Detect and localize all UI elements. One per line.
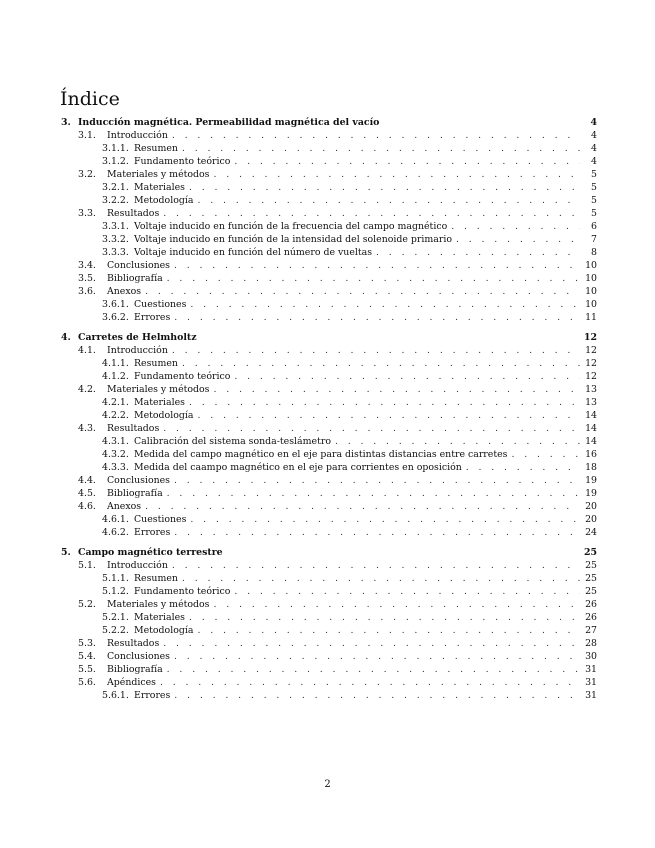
entry-page: 27: [585, 625, 597, 636]
toc-subsection[interactable]: [61, 143, 597, 156]
toc-subsection[interactable]: [61, 690, 597, 703]
table-of-contents: [61, 117, 597, 703]
toc-heading: Índice: [60, 88, 120, 110]
dot-leader: [197, 195, 580, 206]
entry-page: 25: [585, 573, 597, 584]
dot-leader: [451, 221, 580, 232]
entry-page: 12: [585, 358, 597, 369]
entry-number: 3.6.: [78, 286, 96, 297]
entry-page: 5: [591, 182, 597, 193]
toc-subsection[interactable]: [61, 358, 597, 371]
entry-number: 5.5.: [78, 664, 96, 675]
toc-subsection[interactable]: [61, 312, 597, 325]
dot-leader: [174, 651, 580, 662]
toc-subsection[interactable]: [61, 247, 597, 260]
chapter-title: Campo magnético terrestre: [78, 547, 223, 558]
entry-title: Medida del caampo magnético en el eje para corrientes en oposición: [134, 462, 462, 473]
entry-page: 4: [591, 130, 597, 141]
entry-page: 25: [585, 560, 597, 571]
entry-number: 3.5.: [78, 273, 96, 284]
dot-leader: [335, 436, 580, 447]
entry-title: Introducción: [107, 560, 168, 571]
toc-section[interactable]: [61, 560, 597, 573]
entry-title: Resultados: [107, 423, 160, 434]
entry-number: 5.2.1.: [102, 612, 129, 623]
toc-subsection[interactable]: [61, 234, 597, 247]
dot-leader: [172, 345, 580, 356]
toc-section[interactable]: [61, 599, 597, 612]
entry-number: 4.6.2.: [102, 527, 129, 538]
entry-title: Bibliografía: [107, 273, 163, 284]
entry-title: Resumen: [134, 358, 178, 369]
toc-subsection[interactable]: [61, 612, 597, 625]
entry-page: 6: [591, 221, 597, 232]
entry-page: 28: [585, 638, 597, 649]
entry-page: 5: [591, 195, 597, 206]
entry-number: 4.1.1.: [102, 358, 129, 369]
entry-page: 12: [585, 371, 597, 382]
entry-number: 5.3.: [78, 638, 96, 649]
entry-title: Cuestiones: [134, 299, 187, 310]
entry-page: 7: [591, 234, 597, 245]
entry-number: 5.6.1.: [102, 690, 129, 701]
toc-subsection[interactable]: [61, 527, 597, 540]
entry-page: 19: [585, 475, 597, 486]
entry-number: 3.2.1.: [102, 182, 129, 193]
toc-subsection[interactable]: [61, 156, 597, 169]
toc-subsection[interactable]: [61, 371, 597, 384]
toc-subsection[interactable]: [61, 573, 597, 586]
entry-title: Materiales: [134, 612, 185, 623]
entry-number: 4.2.2.: [102, 410, 129, 421]
entry-number: 4.5.: [78, 488, 96, 499]
entry-number: 3.2.: [78, 169, 96, 180]
chapter-page: 4: [590, 117, 597, 128]
toc-section[interactable]: [61, 345, 597, 358]
toc-chapter[interactable]: [61, 117, 597, 130]
entry-page: 5: [591, 169, 597, 180]
entry-title: Resultados: [107, 208, 160, 219]
entry-page: 13: [585, 384, 597, 395]
entry-title: Materiales: [134, 182, 185, 193]
entry-page: 14: [585, 436, 597, 447]
toc-subsection[interactable]: [61, 436, 597, 449]
dot-leader: [174, 260, 580, 271]
entry-number: 3.1.2.: [102, 156, 129, 167]
entry-number: 3.4.: [78, 260, 96, 271]
chapter-number: 5.: [61, 547, 71, 558]
entry-number: 3.1.1.: [102, 143, 129, 154]
dot-leader: [466, 462, 580, 473]
entry-number: 4.3.1.: [102, 436, 129, 447]
dot-leader: [163, 208, 580, 219]
entry-page: 10: [585, 299, 597, 310]
toc-section[interactable]: [61, 130, 597, 143]
dot-leader: [172, 560, 580, 571]
entry-title: Metodología: [134, 625, 194, 636]
toc-section[interactable]: [61, 664, 597, 677]
entry-title: Metodología: [134, 195, 194, 206]
entry-number: 5.6.: [78, 677, 96, 688]
entry-page: 11: [585, 312, 597, 323]
dot-leader: [456, 234, 580, 245]
toc-section[interactable]: [61, 475, 597, 488]
entry-number: 4.6.1.: [102, 514, 129, 525]
entry-number: 4.2.: [78, 384, 96, 395]
entry-title: Fundamento teórico: [134, 371, 231, 382]
toc-section[interactable]: [61, 273, 597, 286]
entry-title: Bibliografía: [107, 488, 163, 499]
entry-page: 19: [585, 488, 597, 499]
entry-title: Anexos: [107, 501, 142, 512]
dot-leader: [174, 690, 580, 701]
toc-section[interactable]: [61, 677, 597, 690]
chapter-gap: [61, 540, 597, 547]
entry-page: 5: [591, 208, 597, 219]
chapter-gap: [61, 325, 597, 332]
toc-subsection[interactable]: [61, 449, 597, 462]
entry-page: 10: [585, 273, 597, 284]
chapter-page: 25: [583, 547, 597, 558]
dot-leader: [189, 397, 580, 408]
toc-subsection[interactable]: [61, 514, 597, 527]
entry-number: 4.3.2.: [102, 449, 129, 460]
toc-subsection[interactable]: [61, 221, 597, 234]
chapter-number: 4.: [61, 332, 71, 343]
dot-leader: [234, 156, 580, 167]
entry-title: Conclusiones: [107, 260, 170, 271]
dot-leader: [163, 423, 580, 434]
dot-leader: [174, 527, 580, 538]
dot-leader: [197, 625, 580, 636]
toc-subsection[interactable]: [61, 410, 597, 423]
toc-subsection[interactable]: [61, 586, 597, 599]
toc-section[interactable]: [61, 208, 597, 221]
entry-page: 26: [585, 599, 597, 610]
entry-number: 4.2.1.: [102, 397, 129, 408]
entry-page: 13: [585, 397, 597, 408]
entry-number: 3.3.: [78, 208, 96, 219]
entry-title: Conclusiones: [107, 651, 170, 662]
entry-title: Voltaje inducido en función del número de vueltas: [134, 247, 373, 258]
toc-section[interactable]: [61, 286, 597, 299]
entry-title: Resumen: [134, 143, 178, 154]
entry-number: 4.3.3.: [102, 462, 129, 473]
entry-number: 5.4.: [78, 651, 96, 662]
entry-number: 3.1.: [78, 130, 96, 141]
entry-title: Medida del campo magnético en el eje para distintas distancias entre carretes: [134, 449, 508, 460]
dot-leader: [182, 358, 580, 369]
entry-title: Apéndices: [107, 677, 156, 688]
dot-leader: [189, 182, 580, 193]
entry-number: 4.3.: [78, 423, 96, 434]
entry-title: Materiales: [134, 397, 185, 408]
dot-leader: [167, 273, 580, 284]
entry-page: 31: [585, 677, 597, 688]
chapter-title: Inducción magnética. Permeabilidad magnética del vacío: [78, 117, 380, 128]
toc-subsection[interactable]: [61, 195, 597, 208]
entry-page: 8: [591, 247, 597, 258]
entry-title: Conclusiones: [107, 475, 170, 486]
chapter-page: 12: [583, 332, 597, 343]
entry-number: 4.1.: [78, 345, 96, 356]
entry-page: 26: [585, 612, 597, 623]
entry-title: Anexos: [107, 286, 142, 297]
entry-title: Introducción: [107, 345, 168, 356]
entry-title: Errores: [134, 527, 171, 538]
entry-page: 4: [591, 143, 597, 154]
entry-number: 5.2.2.: [102, 625, 129, 636]
dot-leader: [174, 312, 580, 323]
toc-section[interactable]: [61, 488, 597, 501]
entry-page: 12: [585, 345, 597, 356]
toc-chapter[interactable]: [61, 332, 597, 345]
entry-page: 30: [585, 651, 597, 662]
dot-leader: [376, 247, 580, 258]
entry-title: Fundamento teórico: [134, 156, 231, 167]
dot-leader: [214, 169, 581, 180]
dot-leader: [190, 514, 580, 525]
entry-title: Cuestiones: [134, 514, 187, 525]
dot-leader: [197, 410, 580, 421]
dot-leader: [182, 143, 580, 154]
dot-leader: [214, 384, 581, 395]
entry-page: 20: [585, 514, 597, 525]
entry-title: Errores: [134, 312, 171, 323]
entry-title: Resumen: [134, 573, 178, 584]
dot-leader: [145, 286, 580, 297]
entry-title: Materiales y métodos: [107, 169, 210, 180]
entry-number: 3.6.2.: [102, 312, 129, 323]
entry-title: Materiales y métodos: [107, 599, 210, 610]
toc-chapter[interactable]: [61, 547, 597, 560]
dot-leader: [190, 299, 580, 310]
dot-leader: [163, 638, 580, 649]
toc-section[interactable]: [61, 423, 597, 436]
entry-number: 3.6.1.: [102, 299, 129, 310]
entry-page: 25: [585, 586, 597, 597]
toc-section[interactable]: [61, 651, 597, 664]
toc-subsection[interactable]: [61, 182, 597, 195]
entry-number: 5.1.1.: [102, 573, 129, 584]
entry-number: 3.3.3.: [102, 247, 129, 258]
entry-page: 18: [585, 462, 597, 473]
dot-leader: [189, 612, 580, 623]
entry-number: 5.1.: [78, 560, 96, 571]
toc-subsection[interactable]: [61, 462, 597, 475]
dot-leader: [234, 586, 580, 597]
entry-number: 3.2.2.: [102, 195, 129, 206]
chapter-number: 3.: [61, 117, 71, 128]
entry-title: Voltaje inducido en función de la frecuencia del campo magnético: [134, 221, 448, 232]
toc-section[interactable]: [61, 260, 597, 273]
entry-page: 20: [585, 501, 597, 512]
chapter-title: Carretes de Helmholtz: [78, 332, 197, 343]
toc-subsection[interactable]: [61, 625, 597, 638]
entry-number: 5.2.: [78, 599, 96, 610]
entry-title: Calibración del sistema sonda-teslámetro: [134, 436, 331, 447]
toc-subsection[interactable]: [61, 299, 597, 312]
entry-number: 4.4.: [78, 475, 96, 486]
entry-page: 31: [585, 664, 597, 675]
toc-section[interactable]: [61, 638, 597, 651]
dot-leader: [214, 599, 581, 610]
entry-page: 14: [585, 423, 597, 434]
dot-leader: [160, 677, 580, 688]
entry-page: 14: [585, 410, 597, 421]
dot-leader: [174, 475, 580, 486]
entry-number: 3.3.2.: [102, 234, 129, 245]
entry-page: 10: [585, 286, 597, 297]
entry-page: 31: [585, 690, 597, 701]
entry-page: 10: [585, 260, 597, 271]
toc-section[interactable]: [61, 501, 597, 514]
dot-leader: [234, 371, 580, 382]
dot-leader: [167, 488, 580, 499]
entry-title: Bibliografía: [107, 664, 163, 675]
entry-title: Materiales y métodos: [107, 384, 210, 395]
entry-number: 5.1.2.: [102, 586, 129, 597]
entry-number: 3.3.1.: [102, 221, 129, 232]
dot-leader: [167, 664, 580, 675]
entry-title: Fundamento teórico: [134, 586, 231, 597]
entry-title: Introducción: [107, 130, 168, 141]
toc-section[interactable]: [61, 384, 597, 397]
dot-leader: [182, 573, 580, 584]
entry-title: Voltaje inducido en función de la intensidad del solenoide primario: [134, 234, 453, 245]
entry-title: Resultados: [107, 638, 160, 649]
dot-leader: [172, 130, 580, 141]
page-number: 2: [324, 779, 331, 790]
entry-number: 4.1.2.: [102, 371, 129, 382]
entry-page: 16: [585, 449, 597, 460]
entry-page: 24: [585, 527, 597, 538]
entry-page: 4: [591, 156, 597, 167]
entry-title: Errores: [134, 690, 171, 701]
entry-title: Metodología: [134, 410, 194, 421]
dot-leader: [511, 449, 580, 460]
dot-leader: [145, 501, 580, 512]
entry-number: 4.6.: [78, 501, 96, 512]
toc-subsection[interactable]: [61, 397, 597, 410]
toc-section[interactable]: [61, 169, 597, 182]
